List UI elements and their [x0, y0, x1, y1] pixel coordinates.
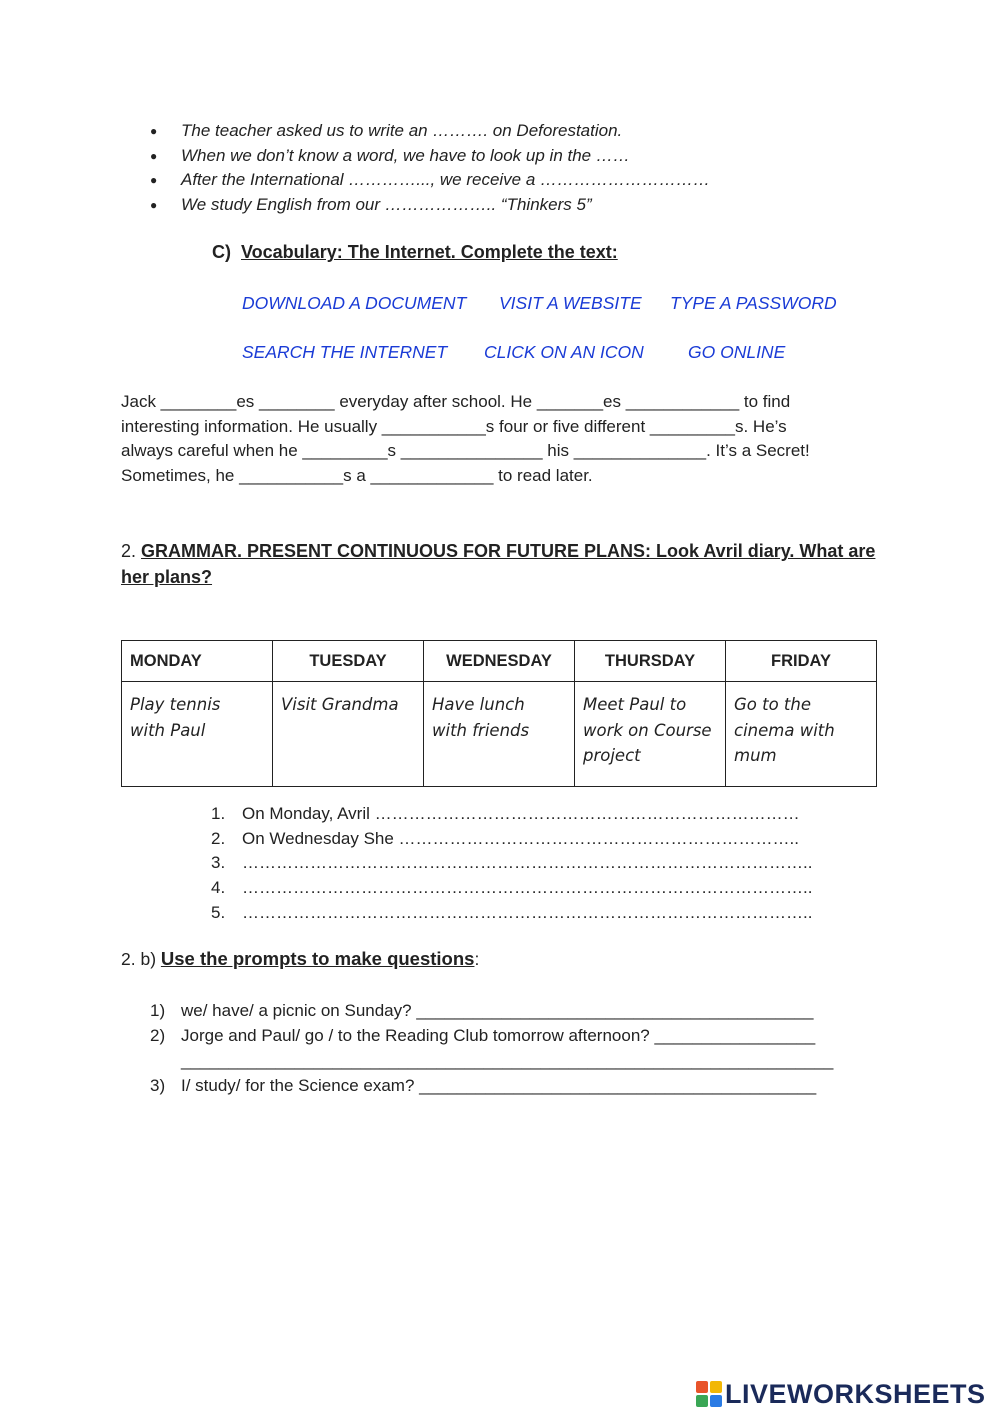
bullet-dot: ●	[150, 198, 158, 213]
day-header: FRIDAY	[726, 641, 877, 682]
logo-square	[696, 1381, 708, 1393]
plan-line: mum	[734, 746, 777, 765]
word-bank-item: DOWNLOAD A DOCUMENT	[242, 293, 467, 313]
diary-header-row	[122, 641, 877, 682]
answer-list	[208, 802, 908, 925]
day-header: WEDNESDAY	[424, 641, 575, 682]
answer-line: On Monday, Avril …………………………………………………………………	[242, 804, 800, 823]
day-header: THURSDAY	[575, 641, 726, 682]
question-text: Jorge and Paul/ go / to the Reading Club tomorrow afternoon? _________________	[181, 1026, 816, 1045]
word-bank-item: TYPE A PASSWORD	[670, 293, 837, 313]
section-b-colon: :	[474, 949, 480, 969]
question-number: 2)	[150, 1026, 166, 1045]
plan-line: Play tennis	[130, 695, 221, 714]
question-number: 1)	[150, 1001, 166, 1020]
answer-number: 2.	[211, 828, 226, 848]
plan-line: work on Course	[583, 720, 712, 740]
plan-line: Meet Paul to	[583, 695, 687, 714]
question-item	[150, 1073, 890, 1098]
liveworksheets-logo	[696, 1376, 986, 1412]
diary-table	[121, 640, 877, 787]
logo-square	[710, 1395, 722, 1407]
bullet-text: When we don’t know a word, we have to look up in the ……	[181, 145, 630, 165]
answer-line: ………………………………………………………………………………………..	[242, 902, 813, 922]
section-c-letter: C)	[212, 242, 231, 262]
answer-number: 1.	[211, 804, 226, 823]
logo-text: LIVEWORKSHEETS	[725, 1378, 986, 1409]
plan-cell	[424, 682, 575, 787]
question-number: 3)	[150, 1076, 166, 1095]
plan-line: Go to the	[734, 695, 812, 714]
word-bank-item: CLICK ON AN ICON	[484, 342, 644, 362]
word-bank-item: VISIT A WEBSITE	[499, 293, 642, 313]
paragraph-line: interesting information. He usually ___________s four or five different _________s. He’s	[121, 416, 787, 436]
logo-square	[710, 1381, 722, 1393]
bullet-item	[150, 144, 910, 169]
answer-line: ………………………………………………………………………………………..	[242, 878, 813, 898]
bullet-list	[150, 119, 910, 218]
answer-item	[208, 827, 908, 852]
question-text: _____________________________________________________________________	[181, 1051, 834, 1070]
section-c-heading	[212, 242, 618, 263]
answer-line: ………………………………………………………………………………………..	[242, 853, 813, 873]
answer-number: 5.	[211, 902, 226, 922]
day-header: TUESDAY	[273, 641, 424, 682]
section-b-number: 2. b)	[121, 949, 157, 969]
answer-item	[208, 851, 908, 876]
word-bank-item: SEARCH THE INTERNET	[242, 342, 448, 362]
plan-cell	[273, 682, 424, 787]
bullet-text: We study English from our ……………….. “Thinkers 5”	[181, 195, 592, 215]
bullet-text: After the International …………..., we receive a …………………………	[181, 170, 711, 190]
fill-in-paragraph	[121, 390, 881, 488]
plan-line: with friends	[432, 720, 530, 740]
answer-item	[208, 876, 908, 901]
logo-icon	[696, 1381, 722, 1407]
plan-line: Visit Grandma	[281, 695, 399, 714]
question-text: we/ have/ a picnic on Sunday? __________________________________________	[181, 1001, 814, 1020]
bullet-dot: ●	[150, 148, 158, 163]
logo-square	[696, 1395, 708, 1407]
grammar-number: 2.	[121, 541, 137, 561]
answer-line: On Wednesday She ……………………………………………………………..	[242, 828, 800, 848]
word-bank-item: GO ONLINE	[688, 342, 786, 362]
question-item	[150, 1048, 890, 1073]
bullet-text: The teacher asked us to write an ………. on Deforestation.	[181, 121, 623, 140]
grammar-title: GRAMMAR. PRESENT CONTINUOUS FOR FUTURE PLANS: Look Avril diary. What are her plans?	[121, 541, 876, 587]
paragraph-line: Jack ________es ________ everyday after school. He _______es ____________ to find	[121, 392, 791, 411]
day-header: MONDAY	[122, 641, 273, 682]
grammar-heading	[121, 538, 881, 590]
question-item	[150, 1023, 890, 1048]
bullet-dot: ●	[150, 124, 158, 138]
plan-line: Have lunch	[432, 695, 525, 714]
paragraph-line: Sometimes, he ___________s a _____________ to read later.	[121, 465, 593, 485]
answer-item	[208, 901, 908, 926]
answer-number: 3.	[211, 853, 226, 873]
question-text: I/ study/ for the Science exam? __________________________________________	[181, 1076, 817, 1095]
bullet-item	[150, 119, 910, 144]
bullet-item	[150, 193, 910, 218]
bullet-item	[150, 168, 910, 193]
plan-line: project	[583, 746, 641, 765]
question-item	[150, 998, 890, 1023]
section-b-title: Use the prompts to make questions	[160, 948, 475, 969]
plan-line: cinema with	[734, 720, 835, 740]
bullet-dot: ●	[150, 173, 158, 188]
answer-number: 4.	[211, 878, 226, 898]
plan-line: with Paul	[130, 720, 206, 740]
question-list	[150, 998, 890, 1098]
plan-cell	[575, 682, 726, 787]
plan-cell	[122, 682, 273, 787]
section-c-title: Vocabulary: The Internet. Complete the text:	[241, 242, 618, 262]
section-b-heading	[121, 948, 479, 970]
diary-plan-row	[122, 682, 877, 787]
answer-item	[208, 802, 908, 827]
paragraph-line: always careful when he _________s _______________ his ______________. It’s a Secret!	[121, 441, 810, 460]
plan-cell	[726, 682, 877, 787]
